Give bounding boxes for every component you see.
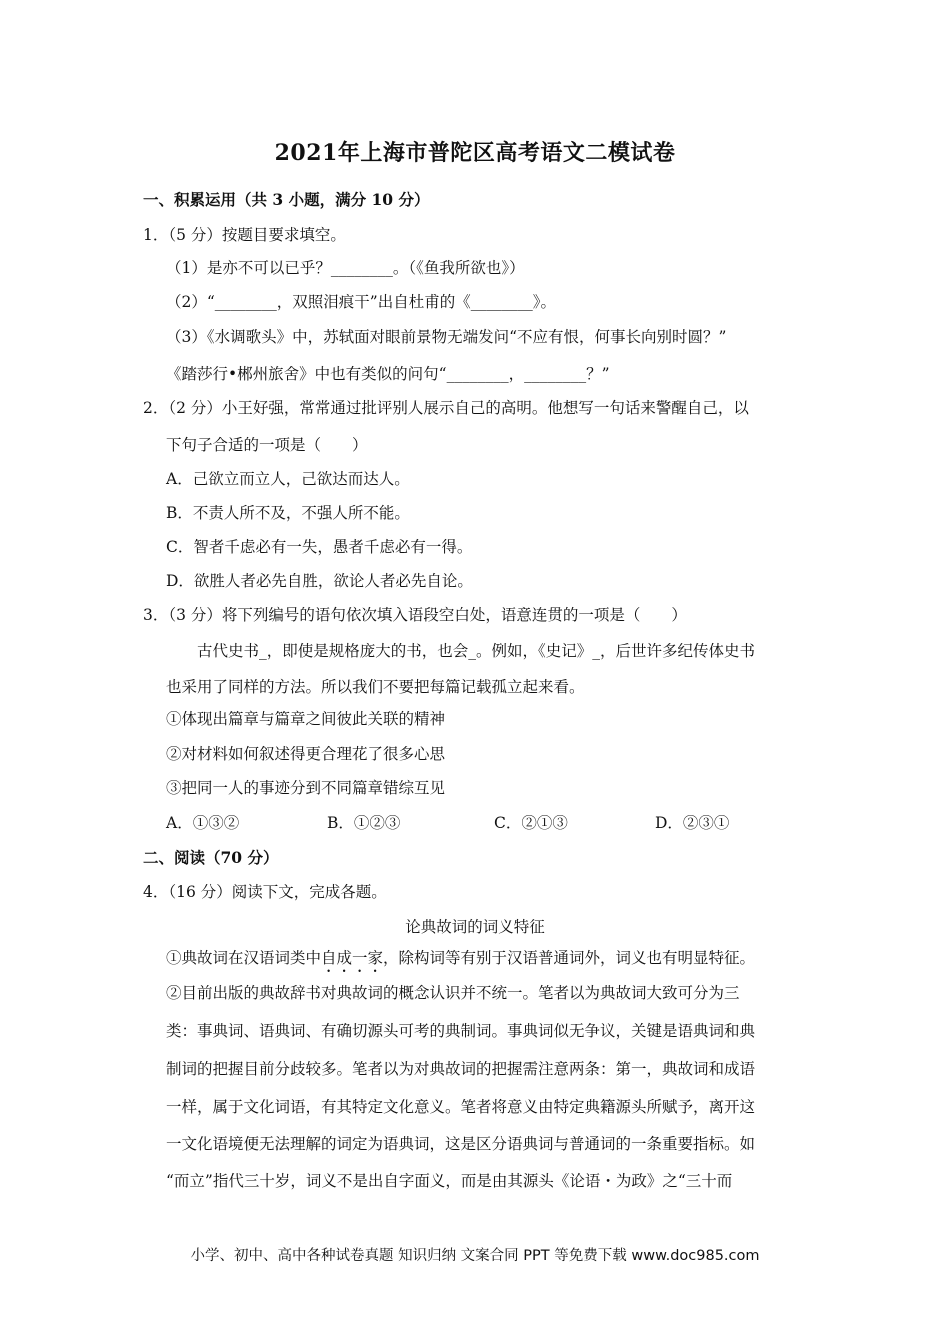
page-title: 2021年上海市普陀区高考语文二模试卷	[274, 140, 676, 166]
q1-part3-line2: 《踏莎行•郴州旅舍》中也有类似的问句“________，________？”	[166, 365, 610, 383]
article-paragraph-2-line5: 一文化语境便无法理解的词定为语典词，这是区分语典词与普通词的一条重要指标。如	[166, 1135, 756, 1153]
paragraph1-end: ，除构词等有别于汉语普通词外，词义也有明显特征。	[383, 949, 756, 967]
q4-stem: 4．（16 分）阅读下文，完成各题。	[143, 883, 387, 901]
q1-part2: （2）“________，双照泪痕干”出自杜甫的《________》。	[166, 293, 556, 311]
q2-option-a: A．己欲立而立人，己欲达而达人。	[166, 470, 410, 488]
paragraph1-start: ①典故词在汉语词类中	[166, 949, 322, 967]
q3-option-b: B．①②③	[327, 814, 401, 832]
q3-option-a: A．①③②	[166, 814, 240, 832]
q3-item-3: ③把同一人的事迹分到不同篇章错综互见	[166, 779, 446, 797]
article-paragraph-2-line2: 类：事典词、语典词、有确切源头可考的典制词。事典词似无争议，关键是语典词和典	[166, 1022, 756, 1040]
q2-option-d: D．欲胜人者必先自胜，欲论人者必先自论。	[166, 572, 473, 590]
article-paragraph-2-line4: 一样，属于文化词语，有其特定文化意义。笔者将意义由特定典籍源头所赋予，离开这	[166, 1098, 756, 1116]
article-paragraph-1	[166, 948, 755, 976]
article-paragraph-2-line3: 制词的把握目前分歧较多。笔者以为对典故词的把握需注意两条：第一，典故词和成语	[166, 1060, 756, 1078]
article-title: 论典故词的词义特征	[405, 918, 545, 936]
section1-heading: 一、积累运用（共 3 小题，满分 10 分）	[143, 190, 430, 209]
dotted-phrase: 自成一家	[321, 949, 384, 967]
q3-option-c: C．②①③	[494, 814, 568, 832]
q2-stem-line2: 下句子合适的一项是（ ）	[166, 436, 368, 454]
q3-passage-line2: 也采用了同样的方法。所以我们不要把每篇记载孤立起来看。	[166, 678, 585, 696]
q1-stem: 1．（5 分）按题目要求填空。	[143, 226, 346, 244]
q2-option-c: C．智者千虑必有一失，愚者千虑必有一得。	[166, 538, 473, 556]
q2-stem-line1: 2．（2 分）小王好强，常常通过批评别人展示自己的高明。他想写一句话来警醒自己，以	[143, 399, 749, 417]
q3-passage-line1: 古代史书_，即使是规格庞大的书，也会_。例如，《史记》_，后世许多纪传体史书	[197, 642, 756, 660]
article-paragraph-2-line6: “而立”指代三十岁，词义不是出自字面义，而是由其源头《论语・为政》之“三十而	[166, 1172, 733, 1190]
q3-option-d: D．②③①	[655, 814, 730, 832]
page-footer: 小学、初中、高中各种试卷真题 知识归纳 文案合同 PPT 等免费下载 www.doc985.com	[190, 1248, 760, 1264]
q1-part3-line1: （3）《水调歌头》中，苏轼面对眼前景物无端发问“不应有恨，何事长向别时圆？”	[166, 328, 727, 346]
q1-part1: （1）是亦不可以已乎？________。（《鱼我所欲也》）	[166, 259, 525, 277]
q3-item-1: ①体现出篇章与篇章之间彼此关联的精神	[166, 710, 446, 728]
section2-heading: 二、阅读（70 分）	[143, 848, 279, 867]
q2-option-b: B．不责人所不及，不强人所不能。	[166, 504, 410, 522]
q3-stem: 3．（3 分）将下列编号的语句依次填入语段空白处，语意连贯的一项是（ ）	[143, 606, 687, 624]
article-paragraph-2-line1: ②目前出版的典故辞书对典故词的概念认识并不统一。笔者以为典故词大致可分为三	[166, 984, 740, 1002]
q3-item-2: ②对材料如何叙述得更合理花了很多心思	[166, 745, 446, 763]
